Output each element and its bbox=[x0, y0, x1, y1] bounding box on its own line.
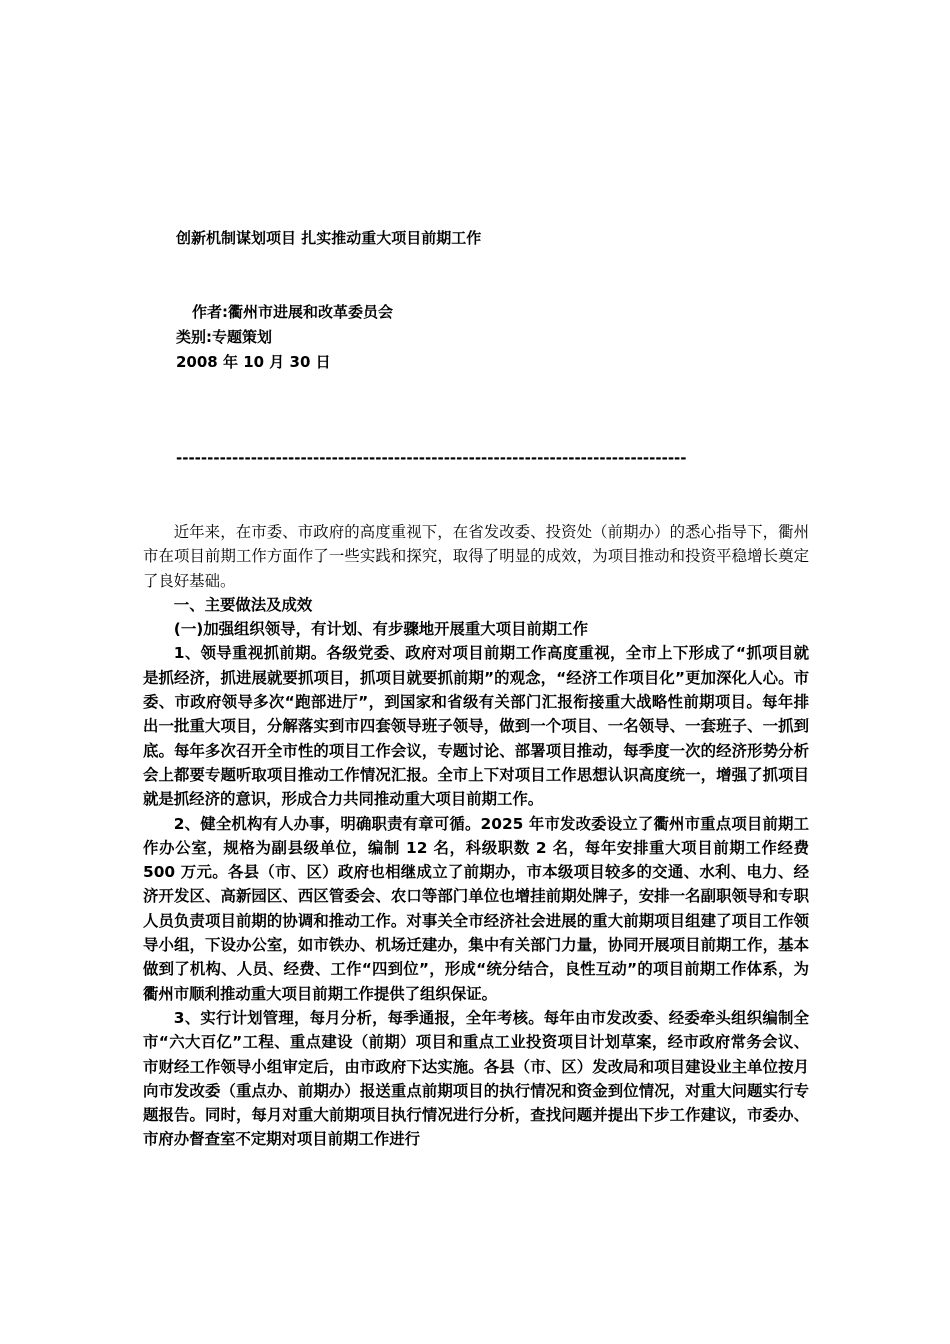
document-author: 作者:衢州市进展和改革委员会 bbox=[192, 303, 393, 321]
subsection-heading: (一)加强组织领导，有计划、有步骤地开展重大项目前期工作 bbox=[173, 620, 589, 639]
body-paragraph: 1、领导重视抓前期。各级党委、政府对项目前期工作高度重视，全市上下形成了“抓项目就是抓经济，抓进展就要抓项目，抓项目就要抓前期”的观念，“经济工作项目化”更加深化人心。市委、市政府领导多次“跑部进厅”，到国家和省级有关部门汇报衔接重大战略性前期项目。每年排出一批重大项目，分解落实到市四套领导班子领导，做到一个项目、一名领导、一套班子、一抓到底。每年多次召开全市性的项目工作会议，专题讨论、部署项目推动，每季度一次的经济形势分析会上都要专题听取项目推动工作情况汇报。全市上下对项目工作思想认识高度统一，增强了抓项目就是抓经济的意识，形成合力共同推动重大项目前期工作。 bbox=[143, 644, 809, 809]
document-category: 类别:专题策划 bbox=[176, 328, 272, 346]
section-heading: 一、主要做法及成效 bbox=[173, 595, 313, 614]
intro-paragraph: 近年来，在市委、市政府的高度重视下，在省发改委、投资处（前期办）的悉心指导下，衢州市在项目前期工作方面作了一些实践和探究，取得了明显的成效，为项目推动和投资平稳增长奠定了良好基础。 bbox=[143, 523, 809, 590]
body-paragraph: 2、健全机构有人办事，明确职责有章可循。2025 年市发改委设立了衢州市重点项目前期工作办公室，规格为副县级单位，编制 12 名，科级职数 2 名，每年安排重大项目前期工作经费 500 万元。各县（市、区）政府也相继成立了前期办，市本级项目较多的交通、水利、电力、经济开发区、高新园区、西区管委会、农口等部门单位也增挂前期处牌子，安排一名副职领导和专职人员负责项目前期的协调和推动工作。对事关全市经济社会进展的重大前期项目组建了项目工作领导小组，下设办公室，如市铁办、机场迁建办，集中有关部门力量，协同开展项目前期工作，基本做到了机构、人员、经费、工作“四到位”，形成“统分结合，良性互动”的项目前期工作体系，为衢州市顺利推动重大项目前期工作提供了组织保证。 bbox=[143, 814, 809, 1003]
body-paragraph: 3、实行计划管理，每月分析，每季通报，全年考核。每年由市发改委、经委牵头组织编制全市“六大百亿”工程、重点建设（前期）项目和重点工业投资项目计划草案，经市政府常务会议、市财经工作领导小组审定后，由市政府下达实施。各县（市、区）发改局和项目建设业主单位按月向市发改委（重点办、前期办）报送重点前期项目的执行情况和资金到位情况，对重大问题实行专题报告。同时，每月对重大前期项目执行情况进行分析，查找问题并提出下步工作建议，市委办、市府办督查室不定期对项目前期工作进行 bbox=[143, 1008, 809, 1149]
section-divider: ---------------------------------------------------------------------------------- bbox=[176, 449, 687, 467]
document-title: 创新机制谋划项目 扎实推动重大项目前期工作 bbox=[176, 229, 482, 247]
document-date: 2008 年 10 月 30 日 bbox=[176, 353, 331, 371]
document-body bbox=[143, 520, 809, 1152]
